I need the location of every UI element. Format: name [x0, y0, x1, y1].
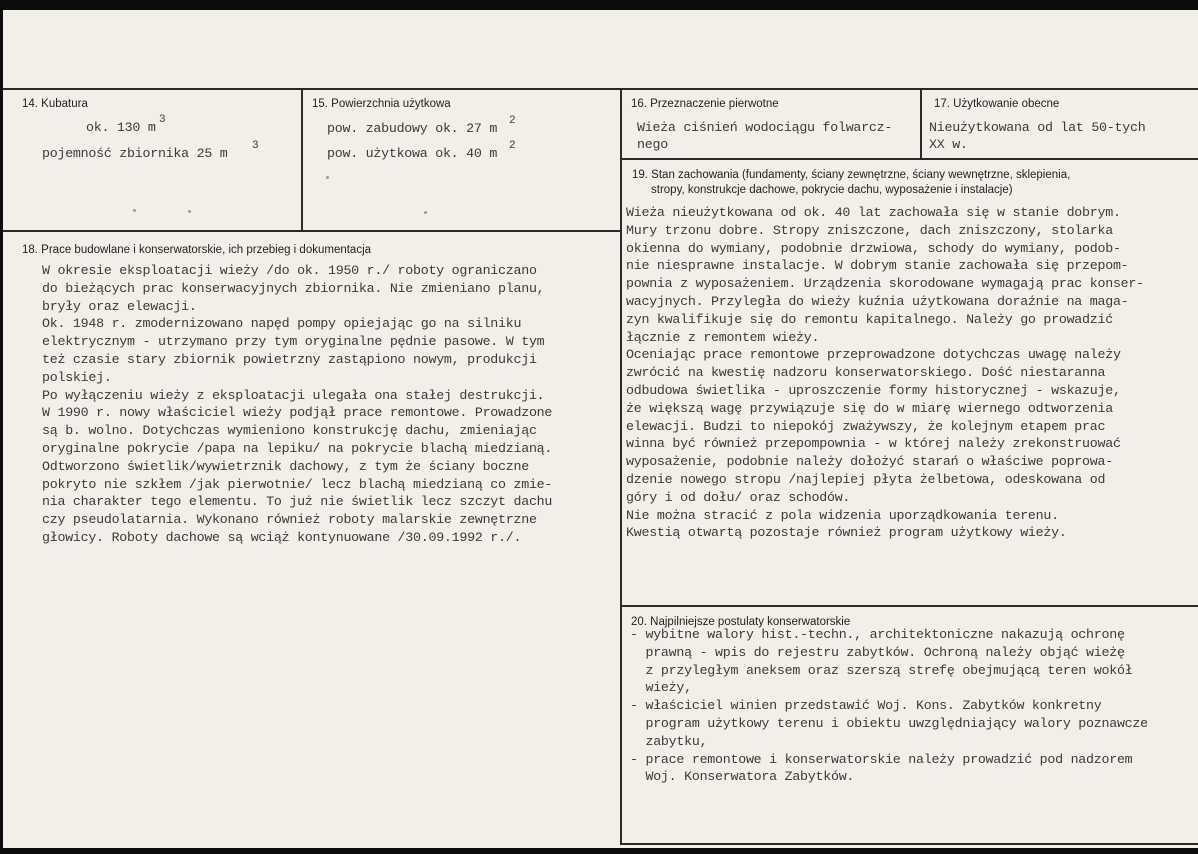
postulate-line: Woj. Konserwatora Zabytków.	[630, 769, 855, 785]
top-border	[3, 88, 1198, 90]
col-divider-main	[620, 88, 622, 845]
postulate-line: zabytku,	[630, 733, 708, 749]
stray-mark	[188, 210, 191, 213]
postulate-line: prawną - wpis do rejestru zabytków. Ochroną należy objąć wieżę	[630, 644, 1125, 660]
condition-line: elewacji. Budzi to niepokój zważywszy, że kolejnym etapem prac	[626, 418, 1106, 434]
works-history-line: Ok. 1948 r. zmodernizowano napęd pompy opiejając go na silniku	[42, 316, 522, 332]
condition-line: dzenie nowego stropu /najlepiej płyta żelbetowa, odeskowana od	[626, 472, 1106, 487]
section-18-label: 18. Prace budowlane i konserwatorskie, ich przebieg i dokumentacja	[22, 244, 372, 256]
row-divider-19-20	[621, 605, 1198, 607]
condition-line: Mury trzonu dobre. Stropy zniszczone, dach zniszczony, stolarka	[626, 222, 1113, 238]
section-19-label: 19. Stan zachowania (fundamenty, ściany zewnętrzne, ściany wewnętrzne, sklepienia,	[632, 169, 1071, 181]
row-divider-16-19	[621, 158, 1198, 160]
built-area-value: pow. zabudowy ok. 27 m	[327, 121, 498, 136]
section-16-label: 16. Przeznaczenie pierwotne	[631, 98, 779, 110]
tank-capacity-value: pojemność zbiornika 25 m	[42, 146, 228, 161]
works-history-line: Po wyłączeniu wieży z eksploatacji ulegała ona stałej destrukcji.	[42, 387, 545, 403]
current-use-line: XX w.	[929, 137, 968, 152]
condition-line: wyposażenie, podobnie należy dołożyć starań o właściwe poprowa-	[626, 454, 1113, 470]
postulate-line: - wybitne walory hist.-techn., architektoniczne nakazują ochronę	[630, 627, 1125, 642]
condition-line: łącznie z remontem wieży.	[626, 329, 820, 345]
works-history-line: nia charakter tego elementu. To już nie świetlik lecz szczyt dachu	[42, 494, 553, 510]
works-history-line: oryginalne pokrycie /papa na lepiku/ na pokrycie blachą miedzianą.	[42, 441, 553, 456]
postulate-line: - prace remontowe i konserwatorskie należy prowadzić pod nadzorem	[630, 751, 1133, 767]
works-history-line: W 1990 r. nowy właściciel wieży podjął prace remontowe. Prowadzone	[42, 405, 553, 421]
current-use-line: Nieużytkowana od lat 50-tych	[929, 120, 1146, 135]
stray-mark	[326, 176, 329, 179]
original-purpose-line: nego	[637, 137, 668, 152]
postulate-line: - właściciel winien przedstawić Woj. Kons. Zabytków konkretny	[630, 698, 1102, 714]
stray-mark	[424, 211, 427, 214]
original-purpose-line: Wieża ciśnień wodociągu folwarcz-	[637, 120, 893, 135]
condition-line: że większą wagę przywiązuje się do w miarę wiernego odtworzenia	[626, 400, 1113, 416]
works-history-line: czy pseudolatarnia. Wykonano również roboty malarskie zewnętrzne	[42, 512, 537, 528]
kubatura-unit-exponent: 3	[159, 114, 166, 126]
bottom-border	[621, 843, 1198, 845]
works-history-line: pokryto nie szkłem /jak pierwotnie/ lecz blachą miedzianą co zmie-	[42, 476, 553, 492]
works-history-line: Odtworzono świetlik/wywietrznik dachowy, z tym że ściany boczne	[42, 458, 529, 474]
col-divider-14-15	[301, 88, 303, 230]
section-20-label: 20. Najpilniejsze postulaty konserwatorskie	[631, 616, 851, 628]
condition-line: Oceniając prace remontowe przeprowadzone dotychczas uwagę należy	[626, 347, 1121, 363]
postulate-line: wieży,	[630, 680, 692, 696]
condition-line: zwrócić na kwestię nadzoru konserwatorskiego. Dość niestaranna	[626, 365, 1106, 381]
section-19-label-cont: stropy, konstrukcje dachowe, pokrycie dachu, wyposażenie i instalacje)	[651, 184, 1013, 196]
condition-line: Nie można stracić z pola widzenia uporządkowania terenu.	[626, 507, 1059, 523]
condition-line: Kwestią otwartą pozostaje również program użytkowy wieży.	[626, 525, 1067, 541]
usable-area-value: pow. użytkowa ok. 40 m	[327, 146, 498, 161]
condition-line: góry i od dołu/ oraz schodów.	[626, 489, 851, 505]
works-history-line: są b. wolno. Dotychczas wymieniono konstrukcję dachu, zmieniając	[42, 423, 537, 439]
works-history-line: do bieżących prac konserwacyjnych zbiornika. Nie zmieniano planu,	[42, 280, 545, 296]
works-history-line: bryły oraz elewacji.	[42, 298, 197, 314]
condition-line: okienna do wymiany, podobnie drzwiowa, schody do wymiany, podob-	[626, 240, 1121, 256]
condition-line: winna być również przepompownia - w której należy zrekonstruować	[626, 436, 1121, 452]
works-history-line: polskiej.	[42, 369, 112, 385]
condition-line: odbudowa świetlika - uproszczenie formy historycznej - wskazuje,	[626, 383, 1121, 398]
works-history-line: też czasie stary zbiornik powietrzny zastąpiono nowym, produkcji	[42, 352, 537, 367]
col-divider-16-17	[920, 88, 922, 158]
postulate-line: program użytkowy terenu i obiektu uwzględniający walory poznawcze	[630, 716, 1148, 731]
section-15-label: 15. Powierzchnia użytkowa	[312, 98, 451, 110]
works-history-line: głowicy. Roboty dachowe są wciąż kontynuowane /30.09.1992 r./.	[42, 530, 522, 545]
stray-mark	[133, 209, 136, 212]
condition-line: pownia z wyposażeniem. Urządzenia skorodowane wymagają prac konser-	[626, 276, 1144, 292]
works-history-line: W okresie eksploatacji wieży /do ok. 1950 r./ roboty ograniczano	[42, 263, 537, 278]
row-divider-14-18	[3, 230, 621, 232]
condition-line: zyn kwalifikuje się do remontu kapitalnego. Należy go prowadzić	[626, 311, 1113, 327]
condition-line: Wieża nieużytkowana od ok. 40 lat zachowała się w stanie dobrym.	[626, 205, 1121, 220]
section-17-label: 17. Użytkowanie obecne	[934, 98, 1060, 110]
condition-line: nie niesprawne instalacje. W dobrym stanie zachowała się przepom-	[626, 258, 1129, 274]
section-14-label: 14. Kubatura	[22, 98, 88, 110]
usable-area-exponent: 2	[509, 140, 516, 152]
postulate-line: z przyległym aneksem oraz szerszą strefę obejmującą teren wokół	[630, 662, 1133, 678]
condition-line: wacyjnych. Przyległa do wieży kuźnia użytkowana doraźnie na maga-	[626, 294, 1129, 309]
built-area-exponent: 2	[509, 115, 516, 127]
tank-capacity-exponent: 3	[252, 140, 259, 152]
works-history-line: elektrycznym - utrzymano przy tym oryginalne pędnie pasowe. W tym	[42, 334, 545, 350]
kubatura-value: ok. 130 m	[86, 120, 156, 135]
